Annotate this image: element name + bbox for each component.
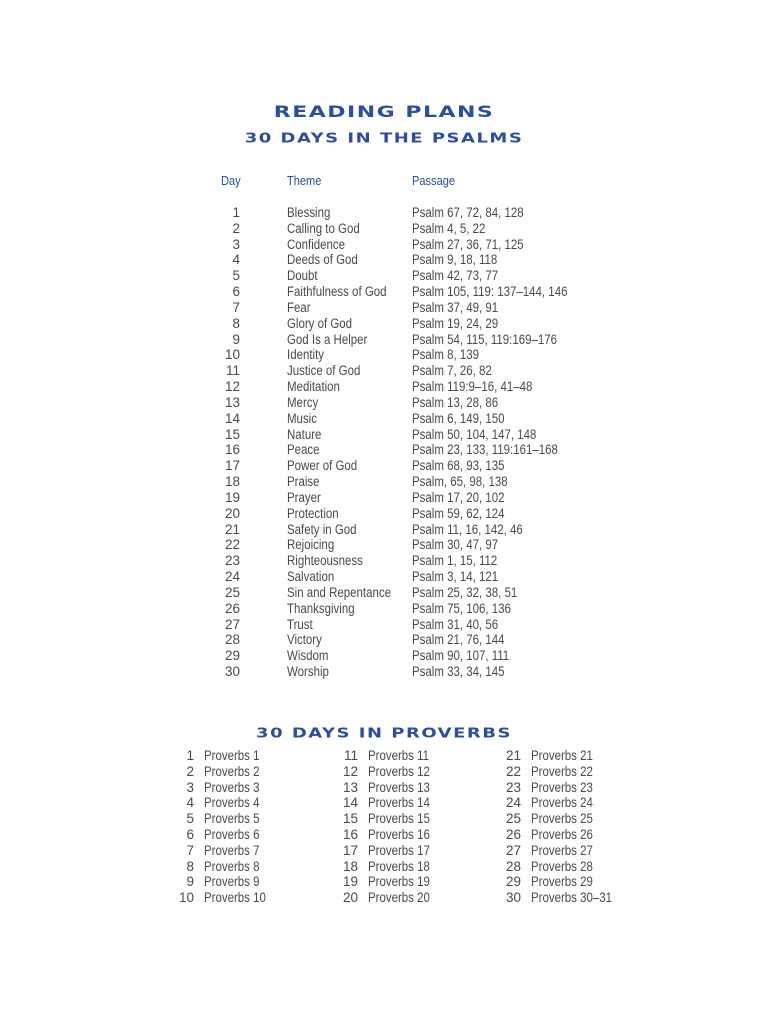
list-item [501, 890, 701, 906]
passage-text: Psalm 17, 20, 102 [412, 489, 505, 505]
day-number: 8 [232, 315, 240, 331]
theme-text: Righteousness [287, 553, 363, 569]
reading-text: Proverbs 28 [531, 858, 593, 874]
table-row [0, 284, 768, 300]
reading-text: Proverbs 3 [204, 779, 260, 795]
table-row [0, 363, 768, 379]
reading-text: Proverbs 4 [204, 795, 260, 811]
day-number: 24 [505, 795, 521, 811]
day-number: 16 [342, 826, 358, 842]
reading-text: Proverbs 30–31 [531, 890, 613, 906]
reading-text: Proverbs 27 [531, 842, 593, 858]
day-number: 4 [232, 252, 240, 268]
reading-text: Proverbs 9 [204, 874, 260, 890]
day-number: 29 [224, 648, 240, 664]
theme-text: Protection [287, 505, 339, 521]
psalms-section-title: 30 DAYS IN THE PSALMS [244, 130, 524, 147]
day-number: 3 [232, 236, 240, 252]
page-title: READING PLANS [273, 103, 495, 122]
reading-text: Proverbs 19 [368, 874, 430, 890]
table-row [0, 553, 768, 569]
theme-text: Prayer [287, 489, 321, 505]
passage-text: Psalm 1, 15, 112 [412, 553, 498, 569]
day-number: 17 [224, 458, 240, 474]
column-header-passage: Passage [412, 173, 456, 188]
day-number: 7 [232, 299, 240, 315]
day-number: 28 [505, 858, 521, 874]
list-item [501, 827, 701, 843]
table-row [0, 617, 768, 633]
reading-text: Proverbs 1 [204, 748, 260, 763]
day-number: 11 [225, 363, 240, 379]
theme-text: Power of God [287, 458, 358, 474]
theme-text: Trust [287, 616, 313, 632]
passage-text: Psalm 23, 133, 119:161–168 [412, 442, 558, 458]
passage-text: Psalm 25, 32, 38, 51 [412, 584, 518, 600]
day-number: 2 [186, 763, 194, 779]
day-number: 10 [178, 890, 194, 906]
reading-text: Proverbs 18 [368, 858, 430, 874]
passage-text: Psalm 27, 36, 71, 125 [412, 236, 524, 252]
reading-text: Proverbs 21 [531, 748, 593, 763]
day-number: 11 [343, 748, 358, 763]
theme-text: Fear [287, 299, 311, 315]
theme-text: Doubt [287, 268, 318, 284]
day-number: 13 [342, 779, 358, 795]
day-number: 9 [186, 874, 194, 890]
reading-text: Proverbs 22 [531, 763, 593, 779]
passage-text: Psalm 21, 76, 144 [412, 632, 505, 648]
reading-text: Proverbs 6 [204, 826, 260, 842]
list-item [501, 859, 701, 875]
day-number: 26 [224, 600, 240, 616]
table-row [0, 300, 768, 316]
day-number: 15 [224, 426, 240, 442]
passage-text: Psalm 68, 93, 135 [412, 458, 505, 474]
theme-text: Thanksgiving [287, 600, 355, 616]
theme-text: Confidence [287, 236, 346, 252]
day-number: 4 [186, 795, 194, 811]
passage-text: Psalm 50, 104, 147, 148 [412, 426, 537, 442]
day-number: 28 [224, 632, 240, 648]
reading-text: Proverbs 15 [368, 811, 430, 827]
day-number: 18 [224, 474, 240, 490]
theme-text: Safety in God [287, 521, 357, 537]
reading-text: Proverbs 26 [531, 826, 593, 842]
table-row [0, 332, 768, 348]
passage-text: Psalm 37, 49, 91 [412, 299, 499, 315]
day-number: 7 [186, 842, 194, 858]
passage-text: Psalm 8, 139 [412, 347, 479, 363]
theme-text: Blessing [287, 205, 331, 220]
column-header-theme: Theme [287, 173, 322, 188]
day-number: 21 [505, 748, 521, 763]
reading-text: Proverbs 16 [368, 826, 430, 842]
passage-text: Psalm 7, 26, 82 [412, 363, 492, 379]
table-row [0, 648, 768, 664]
day-number: 15 [342, 811, 358, 827]
day-number: 5 [232, 268, 240, 284]
passage-text: Psalm 11, 16, 142, 46 [412, 521, 523, 537]
day-number: 23 [505, 779, 521, 795]
table-row [0, 569, 768, 585]
day-number: 22 [224, 537, 240, 553]
reading-text: Proverbs 13 [368, 779, 430, 795]
day-number: 6 [186, 826, 194, 842]
day-number: 30 [224, 664, 240, 680]
list-item [501, 748, 701, 764]
reading-text: Proverbs 25 [531, 811, 593, 827]
day-number: 1 [186, 748, 194, 763]
table-row [0, 537, 768, 553]
theme-text: Justice of God [287, 363, 361, 379]
theme-text: Music [287, 410, 317, 426]
day-number: 3 [186, 779, 194, 795]
reading-text: Proverbs 5 [204, 811, 260, 827]
list-item [501, 764, 701, 780]
day-number: 19 [224, 489, 240, 505]
reading-text: Proverbs 7 [204, 842, 260, 858]
day-number: 8 [186, 858, 194, 874]
passage-text: Psalm 3, 14, 121 [412, 569, 499, 585]
day-number: 2 [232, 220, 240, 236]
theme-text: Salvation [287, 569, 335, 585]
reading-text: Proverbs 10 [204, 890, 266, 906]
day-number: 5 [186, 811, 194, 827]
passage-text: Psalm 6, 149, 150 [412, 410, 505, 426]
day-number: 30 [505, 890, 521, 906]
day-number: 25 [505, 811, 521, 827]
passage-text: Psalm 67, 72, 84, 128 [412, 205, 524, 220]
theme-text: Glory of God [287, 315, 353, 331]
day-number: 10 [224, 347, 240, 363]
day-number: 21 [224, 521, 240, 537]
day-number: 19 [342, 874, 358, 890]
theme-text: Identity [287, 347, 325, 363]
passage-text: Psalm 54, 115, 119:169–176 [412, 331, 558, 347]
day-number: 1 [232, 205, 240, 220]
list-item [501, 874, 701, 890]
list-item [501, 795, 701, 811]
day-number: 20 [224, 505, 240, 521]
table-row [0, 411, 768, 427]
reading-text: Proverbs 20 [368, 890, 430, 906]
theme-text: Meditation [287, 379, 340, 395]
day-number: 6 [232, 284, 240, 300]
table-row [0, 490, 768, 506]
table-row [0, 585, 768, 601]
day-number: 13 [224, 394, 240, 410]
theme-text: Wisdom [287, 648, 329, 664]
table-row [0, 601, 768, 617]
day-number: 29 [505, 874, 521, 890]
table-row [0, 458, 768, 474]
passage-text: Psalm 30, 47, 97 [412, 537, 499, 553]
passage-text: Psalm 59, 62, 124 [412, 505, 505, 521]
table-row [0, 316, 768, 332]
passage-text: Psalm 119:9–16, 41–48 [412, 379, 533, 395]
reading-text: Proverbs 17 [368, 842, 430, 858]
table-row [0, 442, 768, 458]
day-number: 9 [232, 331, 240, 347]
theme-text: Victory [287, 632, 322, 648]
proverbs-section-title: 30 DAYS IN PROVERBS [256, 725, 512, 742]
table-row [0, 268, 768, 284]
table-row [0, 522, 768, 538]
theme-text: Deeds of God [287, 252, 358, 268]
day-number: 20 [342, 890, 358, 906]
reading-text: Proverbs 29 [531, 874, 593, 890]
passage-text: Psalm 31, 40, 56 [412, 616, 499, 632]
list-item [501, 843, 701, 859]
reading-text: Proverbs 12 [368, 763, 430, 779]
reading-text: Proverbs 11 [368, 748, 430, 763]
list-item [501, 780, 701, 796]
day-number: 25 [224, 584, 240, 600]
reading-text: Proverbs 23 [531, 779, 593, 795]
day-number: 12 [224, 379, 240, 395]
day-number: 24 [224, 569, 240, 585]
reading-text: Proverbs 14 [368, 795, 430, 811]
table-row [0, 252, 768, 268]
day-number: 26 [505, 826, 521, 842]
passage-text: Psalm 9, 18, 118 [412, 252, 498, 268]
passage-text: Psalm 90, 107, 111 [412, 648, 510, 664]
day-number: 23 [224, 553, 240, 569]
day-number: 18 [342, 858, 358, 874]
psalms-reading-table [0, 205, 768, 680]
reading-text: Proverbs 24 [531, 795, 593, 811]
theme-text: Peace [287, 442, 320, 458]
table-row [0, 664, 768, 680]
table-row [0, 427, 768, 443]
list-item [501, 811, 701, 827]
table-row [0, 395, 768, 411]
theme-text: Sin and Repentance [287, 584, 391, 600]
table-row [0, 237, 768, 253]
reading-text: Proverbs 8 [204, 858, 260, 874]
table-row [0, 205, 768, 221]
theme-text: Rejoicing [287, 537, 335, 553]
theme-text: Mercy [287, 394, 319, 410]
passage-text: Psalm 75, 106, 136 [412, 600, 511, 616]
passage-text: Psalm 13, 28, 86 [412, 394, 499, 410]
column-header-day: Day [221, 173, 241, 188]
day-number: 16 [224, 442, 240, 458]
theme-text: Nature [287, 426, 322, 442]
day-number: 22 [505, 763, 521, 779]
day-number: 12 [342, 763, 358, 779]
table-row [0, 632, 768, 648]
table-row [0, 221, 768, 237]
passage-text: Psalm 33, 34, 145 [412, 664, 505, 680]
table-row [0, 474, 768, 490]
table-row [0, 506, 768, 522]
passage-text: Psalm 105, 119: 137–144, 146 [412, 284, 568, 300]
reading-text: Proverbs 2 [204, 763, 260, 779]
theme-text: Calling to God [287, 220, 360, 236]
passage-text: Psalm 4, 5, 22 [412, 220, 486, 236]
table-row [0, 379, 768, 395]
day-number: 27 [505, 842, 521, 858]
passage-text: Psalm 42, 73, 77 [412, 268, 499, 284]
theme-text: God Is a Helper [287, 331, 368, 347]
passage-text: Psalm 19, 24, 29 [412, 315, 499, 331]
theme-text: Praise [287, 474, 320, 490]
theme-text: Faithfulness of God [287, 284, 387, 300]
table-row [0, 347, 768, 363]
day-number: 14 [342, 795, 358, 811]
day-number: 17 [342, 842, 358, 858]
day-number: 27 [224, 616, 240, 632]
proverbs-column-3 [501, 748, 701, 906]
theme-text: Worship [287, 664, 329, 680]
day-number: 14 [224, 410, 240, 426]
passage-text: Psalm, 65, 98, 138 [412, 474, 508, 490]
